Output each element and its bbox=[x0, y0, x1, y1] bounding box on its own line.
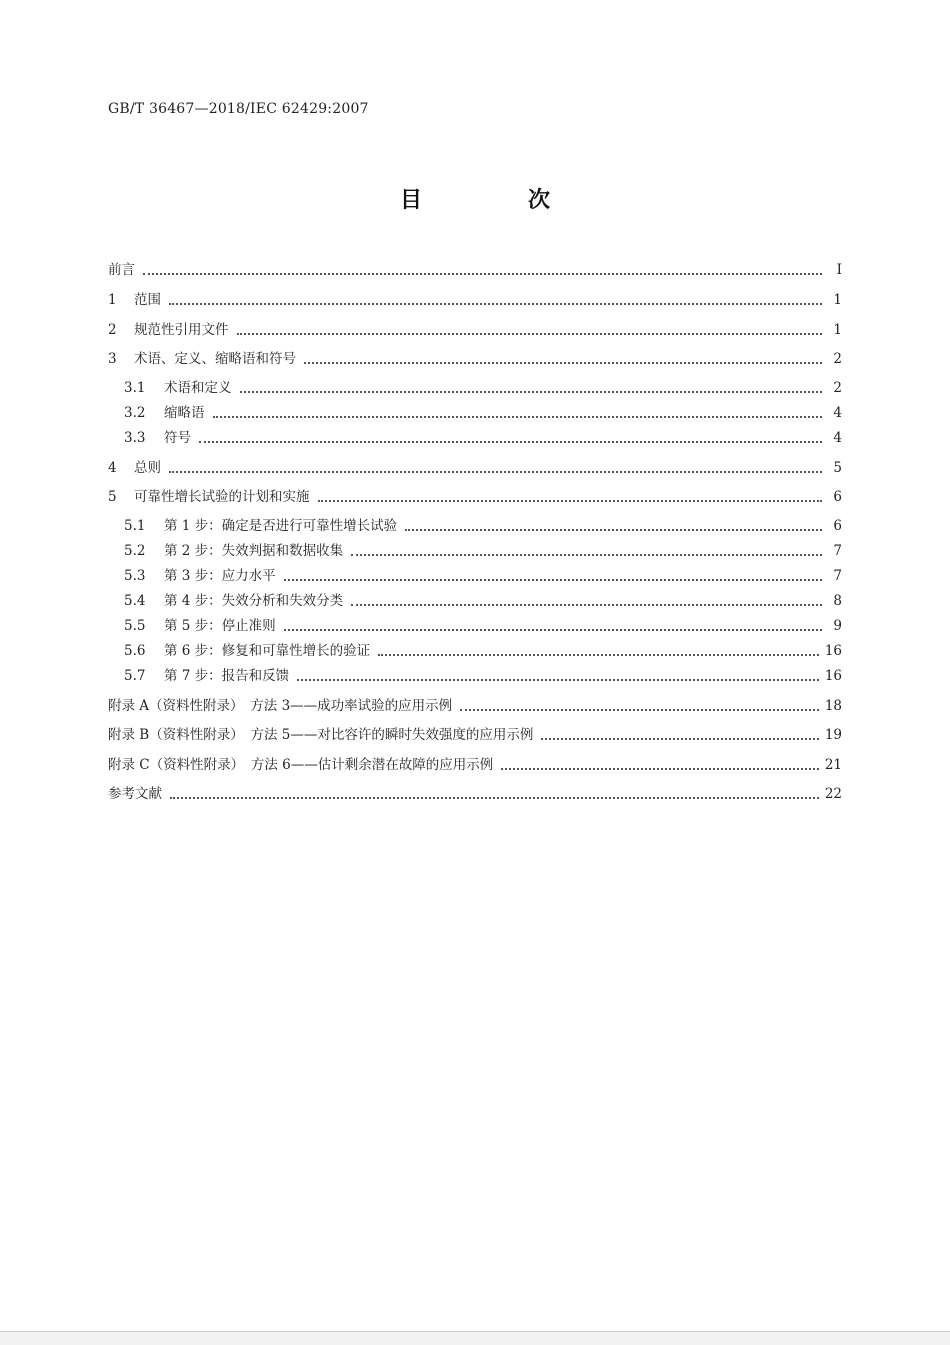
toc-entry-number: 5.3 bbox=[124, 568, 146, 584]
toc-entry-number: 5.7 bbox=[124, 668, 146, 684]
toc-dot-leader bbox=[169, 471, 822, 473]
toc-entry-page: 2 bbox=[833, 351, 842, 367]
toc-dot-leader bbox=[237, 333, 823, 335]
toc-entry-number: 2 bbox=[108, 322, 117, 338]
toc-entry-number: 1 bbox=[108, 292, 117, 308]
toc-entry-label: 前言 bbox=[108, 262, 135, 278]
toc-dot-leader bbox=[501, 768, 819, 770]
toc-dot-leader bbox=[169, 303, 822, 305]
toc-dot-leader bbox=[351, 554, 822, 556]
toc-entry-label: 术语、定义、缩略语和符号 bbox=[134, 351, 296, 367]
toc-entry[interactable] bbox=[108, 641, 842, 661]
toc-entry-page: 7 bbox=[833, 543, 842, 559]
page-bottom-margin bbox=[0, 1332, 950, 1345]
toc-entry-label: 缩略语 bbox=[164, 405, 205, 421]
toc-entry[interactable] bbox=[108, 784, 842, 804]
toc-entry-number: 5.2 bbox=[124, 543, 146, 559]
toc-entry[interactable] bbox=[108, 616, 842, 636]
toc-entry-label: 第 7 步：报告和反馈 bbox=[164, 668, 290, 684]
toc-entry-number: 3 bbox=[108, 351, 117, 367]
toc-entry[interactable] bbox=[108, 487, 842, 507]
toc-entry-page: 19 bbox=[824, 727, 842, 743]
toc-dot-leader bbox=[297, 679, 819, 681]
toc-entry-number: 3.1 bbox=[124, 380, 146, 396]
toc-entry-label: 第 5 步：停止准则 bbox=[164, 618, 276, 634]
toc-entry-page: 16 bbox=[824, 668, 842, 684]
toc-entry-number: 3.3 bbox=[124, 430, 146, 446]
toc-entry-page: 2 bbox=[833, 380, 842, 396]
toc-entry-label: 第 1 步：确定是否进行可靠性增长试验 bbox=[164, 518, 398, 534]
toc-entry-page: 16 bbox=[824, 643, 842, 659]
toc-entry[interactable] bbox=[108, 666, 842, 686]
toc-dot-leader bbox=[351, 604, 822, 606]
toc-dot-leader bbox=[304, 362, 822, 364]
toc-entry-page: 1 bbox=[833, 322, 842, 338]
toc-entry[interactable] bbox=[108, 260, 842, 280]
toc-entry-label: 参考文献 bbox=[108, 786, 162, 802]
toc-entry-label: 范围 bbox=[134, 292, 161, 308]
toc-entry[interactable] bbox=[108, 516, 842, 536]
toc-dot-leader bbox=[240, 391, 823, 393]
toc-entry-page: 5 bbox=[833, 460, 842, 476]
standard-code: GB/T 36467—2018/IEC 62429:2007 bbox=[108, 101, 369, 117]
toc-entry[interactable] bbox=[108, 755, 842, 775]
toc-entry[interactable] bbox=[108, 428, 842, 448]
page-title: 目 次 bbox=[399, 188, 592, 213]
toc-entry-page: 4 bbox=[833, 430, 842, 446]
toc-entry-page: 21 bbox=[824, 757, 842, 773]
toc-entry[interactable] bbox=[108, 378, 842, 398]
toc-entry-page: 9 bbox=[833, 618, 842, 634]
toc-entry[interactable] bbox=[108, 725, 842, 745]
toc-entry-label: 总则 bbox=[134, 460, 161, 476]
toc-entry-label: 第 3 步：应力水平 bbox=[164, 568, 276, 584]
toc-entry[interactable] bbox=[108, 349, 842, 369]
toc-entry[interactable] bbox=[108, 320, 842, 340]
toc-entry[interactable] bbox=[108, 591, 842, 611]
toc-entry-label: 术语和定义 bbox=[164, 380, 232, 396]
toc-entry-page: 6 bbox=[833, 489, 842, 505]
toc-entry-number: 5.1 bbox=[124, 518, 146, 534]
toc-dot-leader bbox=[213, 416, 823, 418]
toc-entry-number: 3.2 bbox=[124, 405, 146, 421]
toc-entry-number: 4 bbox=[108, 460, 117, 476]
toc-entry-label: 第 4 步：失效分析和失效分类 bbox=[164, 593, 344, 609]
toc-entry[interactable] bbox=[108, 403, 842, 423]
toc-dot-leader bbox=[199, 441, 822, 443]
toc-dot-leader bbox=[284, 579, 822, 581]
toc-entry[interactable] bbox=[108, 696, 842, 716]
toc-entry-label: 附录 C（资料性附录） 方法 6——估计剩余潜在故障的应用示例 bbox=[108, 757, 494, 773]
toc-dot-leader bbox=[143, 273, 822, 275]
toc-dot-leader bbox=[318, 500, 823, 502]
toc-entry-number: 5 bbox=[108, 489, 117, 505]
toc-entry-label: 附录 A（资料性附录） 方法 3——成功率试验的应用示例 bbox=[108, 698, 453, 714]
toc-entry-page: 1 bbox=[833, 292, 842, 308]
toc-entry-label: 符号 bbox=[164, 430, 191, 446]
toc-entry-number: 5.6 bbox=[124, 643, 146, 659]
toc-dot-leader bbox=[541, 738, 818, 740]
toc-entry-page: 4 bbox=[833, 405, 842, 421]
toc-dot-leader bbox=[378, 654, 819, 656]
toc-entry[interactable] bbox=[108, 290, 842, 310]
toc-entry[interactable] bbox=[108, 458, 842, 478]
toc-entry-number: 5.5 bbox=[124, 618, 146, 634]
toc-entry-label: 附录 B（资料性附录） 方法 5——对比容许的瞬时失效强度的应用示例 bbox=[108, 727, 534, 743]
toc-entry-label: 规范性引用文件 bbox=[134, 322, 229, 338]
toc-dot-leader bbox=[405, 529, 822, 531]
toc-entry-page: 6 bbox=[833, 518, 842, 534]
toc-dot-leader bbox=[170, 797, 819, 799]
toc-dot-leader bbox=[284, 629, 822, 631]
toc-entry-page: 8 bbox=[833, 593, 842, 609]
toc-dot-leader bbox=[460, 709, 819, 711]
toc-entry-page: 18 bbox=[824, 698, 842, 714]
toc-entry-label: 第 6 步：修复和可靠性增长的验证 bbox=[164, 643, 371, 659]
toc-entry-number: 5.4 bbox=[124, 593, 146, 609]
toc-entry-page: Ⅰ bbox=[836, 262, 842, 278]
toc-entry-page: 22 bbox=[824, 786, 842, 802]
toc-entry[interactable] bbox=[108, 541, 842, 561]
toc-entry-label: 第 2 步：失效判据和数据收集 bbox=[164, 543, 344, 559]
toc-entry-page: 7 bbox=[833, 568, 842, 584]
toc-entry[interactable] bbox=[108, 566, 842, 586]
toc-entry-label: 可靠性增长试验的计划和实施 bbox=[134, 489, 310, 505]
